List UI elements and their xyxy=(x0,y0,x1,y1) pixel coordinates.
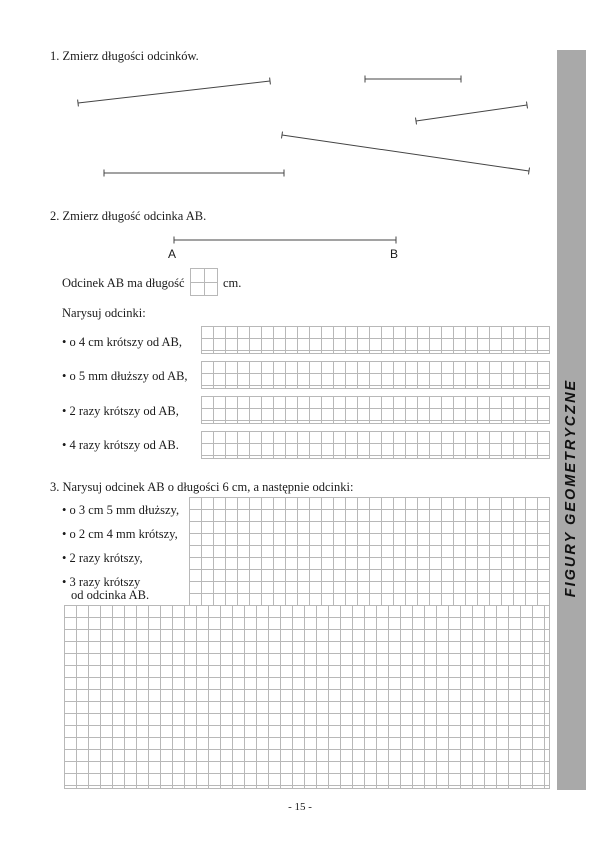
task2-grid-1[interactable] xyxy=(201,326,550,354)
task3-item-4: • 3 razy krótszy xyxy=(62,575,141,589)
task2-item-3: • 2 razy krótszy od AB, xyxy=(62,404,179,418)
task2-item-2: • o 5 mm dłuższy od AB, xyxy=(62,369,188,383)
task2-grid-3[interactable] xyxy=(201,396,550,424)
task3-item-3: • 2 razy krótszy, xyxy=(62,551,143,565)
task2-item-1: • o 4 cm krótszy od AB, xyxy=(62,335,182,349)
task2-item-4: • 4 razy krótszy od AB. xyxy=(62,438,179,452)
task3-item-2: • o 2 cm 4 mm krótszy, xyxy=(62,527,178,541)
task2-instruction: 2. Zmierz długość odcinka AB. xyxy=(50,209,207,223)
segment-1 xyxy=(78,78,271,107)
task3-item-1: • o 3 cm 5 mm dłuższy, xyxy=(62,503,180,517)
chapter-sidebar xyxy=(557,50,586,790)
task3-grid-upper[interactable] xyxy=(189,497,550,606)
chapter-title: FIGURY GEOMETRYCZNE xyxy=(563,378,579,598)
task3-grid-lower[interactable] xyxy=(64,605,550,789)
draw-heading: Narysuj odcinki: xyxy=(62,306,146,320)
segment-ab xyxy=(174,237,396,244)
task3-instruction: 3. Narysuj odcinek AB o długości 6 cm, a następnie odcinki: xyxy=(50,480,354,494)
point-b-label: B xyxy=(390,247,399,261)
segment-1-endpoint-1 xyxy=(78,100,79,107)
segment-5 xyxy=(104,170,284,177)
segment-3 xyxy=(416,102,528,125)
task2-grid-4[interactable] xyxy=(201,431,550,459)
segment-2 xyxy=(365,76,461,83)
length-prompt: Odcinek AB ma długość xyxy=(62,276,185,290)
task3-item-4-tail: od odcinka AB. xyxy=(71,588,150,602)
segment-4-endpoint-1 xyxy=(281,132,282,139)
segment-4 xyxy=(281,132,529,175)
task1-instruction: 1. Zmierz długości odcinków. xyxy=(50,49,199,63)
page-number: - 15 - xyxy=(288,801,312,813)
task2-grid-2[interactable] xyxy=(201,361,550,389)
length-answer-box[interactable] xyxy=(190,268,218,296)
length-unit: cm. xyxy=(223,276,242,290)
segment-3-endpoint-2 xyxy=(527,102,528,109)
segment-3-endpoint-1 xyxy=(416,118,417,125)
segment-4-endpoint-2 xyxy=(528,168,529,175)
segment-1-endpoint-2 xyxy=(270,78,271,85)
point-a-label: A xyxy=(168,247,177,261)
